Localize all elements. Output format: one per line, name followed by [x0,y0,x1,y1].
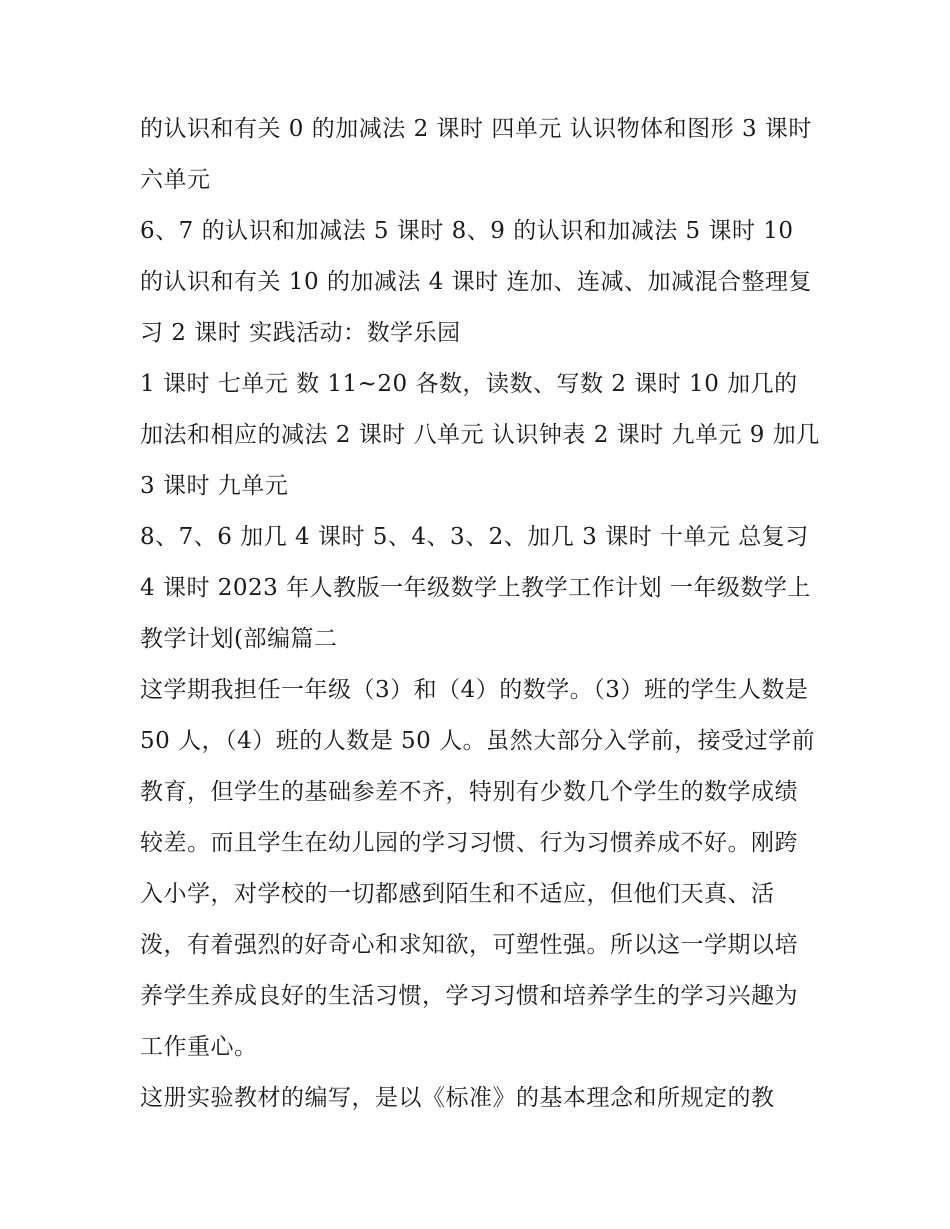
paragraph-unit-schedule-4: 8、7、6 加几 4 课时 5、4、3、2、加几 3 课时 十单元 总复习 4 课时 2023 年人教版一年级数学上教学工作计划 一年级数学上教学计划(部编篇二 [140,524,811,652]
paragraph-textbook-intro: 这册实验教材的编写，是以《标准》的基本理念和所规定的教 [140,1085,775,1111]
paragraph-unit-schedule-3: 1 课时 七单元 数 11~20 各数，读数、写数 2 课时 10 加几的加法和相应的减法 2 课时 八单元 认识钟表 2 课时 九单元 9 加几 3 课时 九单元 [140,371,820,499]
document-body [140,104,820,1124]
paragraph-class-situation: 这学期我担任一年级（3）和（4）的数学。（3）班的学生人数是 50 人，（4）班的人数是 50 人。虽然大部分入学前，接受过学前教育，但学生的基础参差不齐，特别有少数几个学生的数学成绩较差。而且学生在幼儿园的学习习惯、行为习惯养成不好。刚跨入小学，对学校的一切都感到陌生和不适应，但他们天真、活泼，有着强烈的好奇心和求知欲，可塑性强。所以这一学期以培养学生养成良好的生活习惯，学习习惯和培养学生的学习兴趣为工作重心。 [140,677,816,1060]
paragraph-unit-schedule-2: 6、7 的认识和加减法 5 课时 8、9 的认识和加减法 5 课时 10 的认识和有关 10 的加减法 4 课时 连加、连减、加减混合整理复习 2 课时 实践活动：数学乐园 [140,218,812,346]
paragraph-unit-schedule-1: 的认识和有关 0 的加减法 2 课时 四单元 认识物体和图形 3 课时 六单元 [140,116,812,193]
